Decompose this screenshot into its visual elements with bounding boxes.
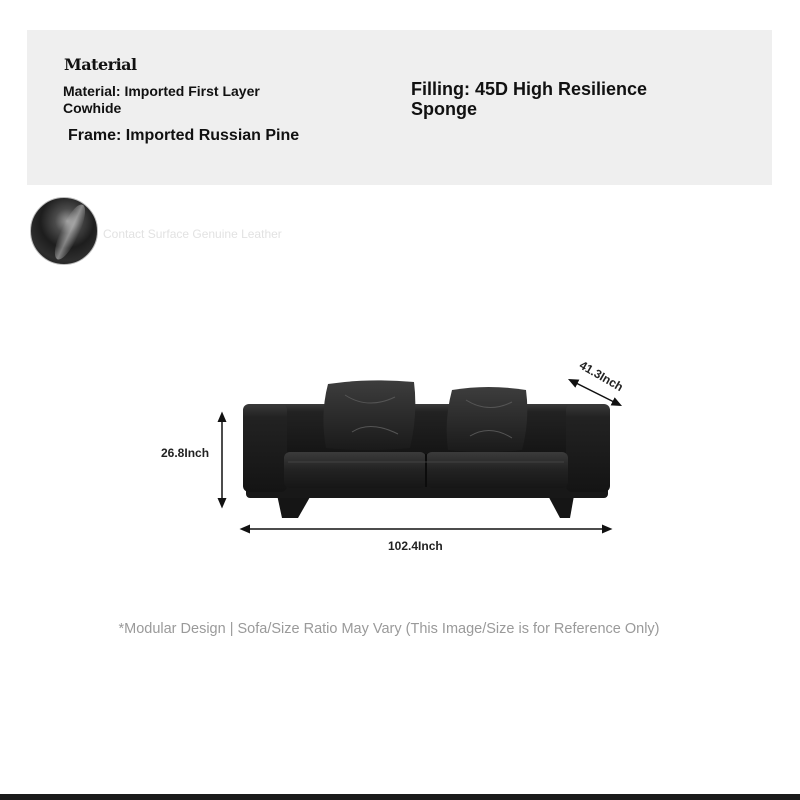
swatch-caption: Contact Surface Genuine Leather xyxy=(103,227,282,241)
back-pillow-right xyxy=(447,387,528,452)
height-label: 26.8Inch xyxy=(161,446,210,460)
depth-label: 41.3Inch xyxy=(577,358,626,395)
seat-cushion-left xyxy=(284,452,426,488)
seat-cushion-right xyxy=(426,452,568,488)
width-label: 102.4Inch xyxy=(388,539,443,553)
material-spec: Material: Imported First Layer Cowhide xyxy=(63,83,260,116)
filling-spec: Filling: 45D High Resilience Sponge xyxy=(411,79,648,119)
frame-spec: Frame: Imported Russian Pine xyxy=(68,127,300,144)
bottom-border xyxy=(0,794,800,800)
back-pillow-left xyxy=(323,380,415,450)
sofa-arm-left xyxy=(243,404,287,492)
material-title: Material xyxy=(64,55,137,74)
sofa-arm-right xyxy=(566,404,610,492)
reference-footnote: *Modular Design | Sofa/Size Ratio May Vary (This Image/Size is for Reference Only) xyxy=(118,621,660,637)
sofa-back xyxy=(268,404,586,456)
